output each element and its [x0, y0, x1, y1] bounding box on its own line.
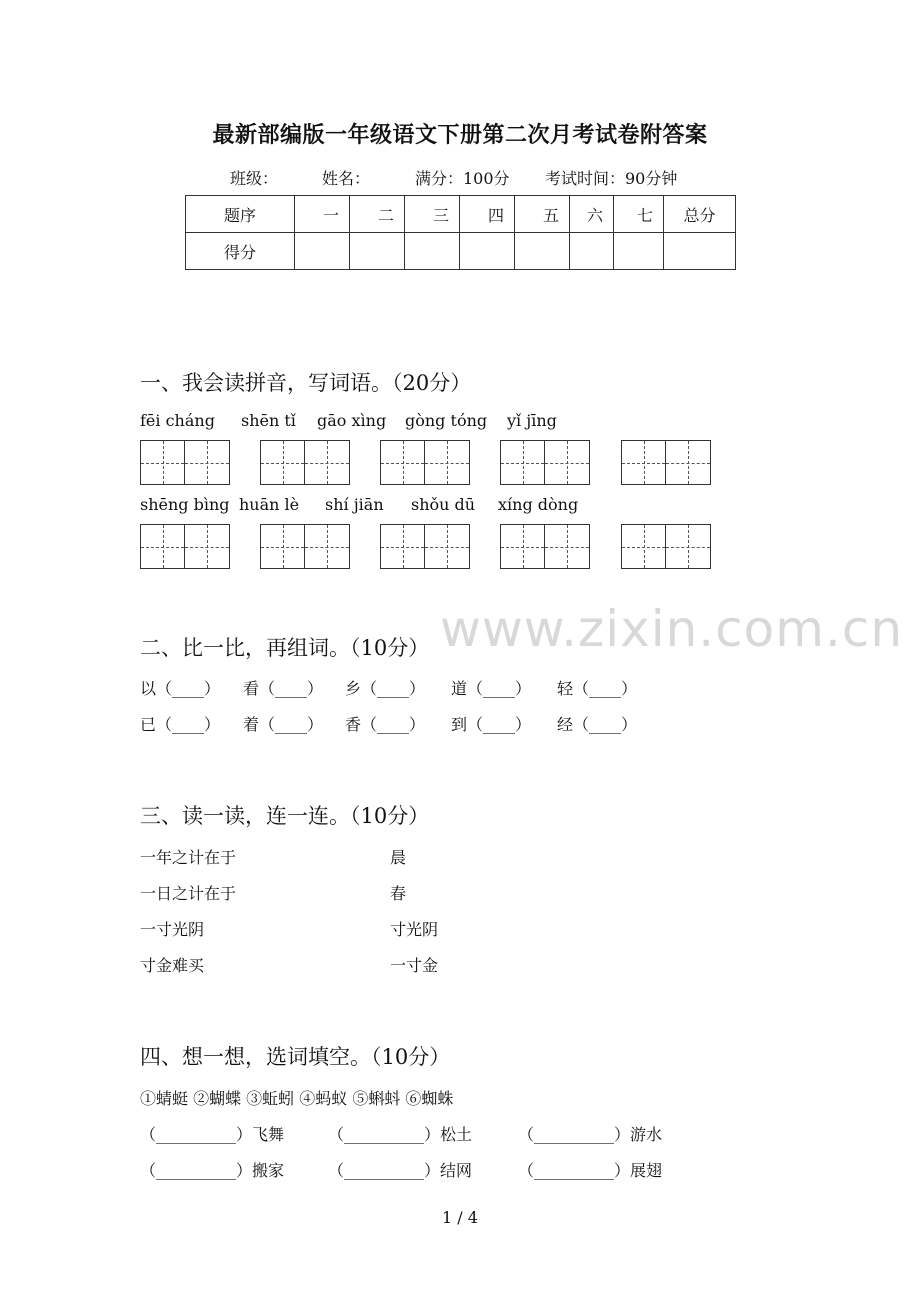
page-number: 1 / 4	[442, 1208, 478, 1227]
section1-heading: 一、我会读拼音，写词语。（20分）	[140, 371, 472, 395]
pinyin-label: gòng tóng	[405, 411, 488, 430]
section4-heading: 四、想一想，选词填空。（10分）	[140, 1045, 451, 1069]
header-cell: 六	[570, 196, 614, 233]
header-cell: 二	[350, 196, 405, 233]
pinyin-label: fēi cháng	[140, 411, 215, 430]
class-label: 班级：	[230, 169, 279, 188]
writing-grid[interactable]	[380, 440, 470, 485]
word-blank[interactable]: 看（____）	[243, 679, 324, 698]
word-blank[interactable]: 着（____）	[243, 715, 324, 734]
match-left-item[interactable]: 一寸光阴	[140, 920, 205, 939]
header-cell: 题序	[186, 196, 295, 233]
pinyin-label: gāo xìng	[317, 411, 387, 430]
match-left-item[interactable]: 一日之计在于	[140, 884, 237, 903]
fill-blank[interactable]: （__________）飞舞	[140, 1125, 285, 1144]
score-cell[interactable]	[515, 233, 570, 270]
header-cell: 一	[295, 196, 350, 233]
word-blank[interactable]: 到（____）	[451, 715, 532, 734]
header-cell: 七	[614, 196, 664, 233]
score-cell[interactable]	[295, 233, 350, 270]
word-blank[interactable]: 乡（____）	[345, 679, 426, 698]
writing-grid[interactable]	[621, 440, 711, 485]
word-blank[interactable]: 香（____）	[345, 715, 426, 734]
name-label: 姓名：	[322, 169, 371, 188]
fill-blank[interactable]: （__________）松土	[328, 1125, 473, 1144]
word-options: ①蜻蜓 ②蝴蝶 ③蚯蚓 ④蚂蚁 ⑤蝌蚪 ⑥蜘蛛	[140, 1089, 454, 1108]
section3-heading: 三、读一读，连一连。（10分）	[140, 804, 430, 828]
exam-time: 考试时间：90分钟	[545, 169, 678, 188]
writing-grid[interactable]	[260, 524, 350, 569]
pinyin-label: shǒu dū	[411, 495, 476, 514]
pinyin-label: shēn tǐ	[241, 411, 296, 430]
score-row-label: 得分	[186, 233, 295, 270]
match-right-item[interactable]: 一寸金	[390, 956, 439, 975]
score-table-header-row	[186, 196, 736, 233]
writing-grid[interactable]	[260, 440, 350, 485]
word-blank[interactable]: 以（____）	[140, 679, 221, 698]
match-right-item[interactable]: 春	[390, 884, 407, 903]
word-blank[interactable]: 经（____）	[557, 715, 638, 734]
pinyin-label: xíng dòng	[498, 495, 579, 514]
writing-grid[interactable]	[380, 524, 470, 569]
full-score: 满分：100分	[415, 169, 510, 188]
section2-heading: 二、比一比，再组词。（10分）	[140, 636, 430, 660]
match-left-item[interactable]: 寸金难买	[140, 956, 205, 975]
match-right-item[interactable]: 晨	[390, 848, 407, 867]
header-cell: 五	[515, 196, 570, 233]
word-blank[interactable]: 道（____）	[451, 679, 532, 698]
fill-blank[interactable]: （__________）展翅	[518, 1161, 663, 1180]
fill-blank[interactable]: （__________）结网	[328, 1161, 473, 1180]
page-title: 最新部编版一年级语文下册第二次月考试卷附答案	[212, 122, 708, 148]
score-cell[interactable]	[350, 233, 405, 270]
writing-grid[interactable]	[621, 524, 711, 569]
pinyin-label: huān lè	[239, 495, 300, 514]
header-cell: 总分	[664, 196, 736, 233]
watermark: www.zixin.com.cn	[440, 600, 904, 658]
word-blank[interactable]: 轻（____）	[557, 679, 638, 698]
score-cell[interactable]	[460, 233, 515, 270]
score-cell[interactable]	[570, 233, 614, 270]
fill-blank[interactable]: （__________）搬家	[140, 1161, 285, 1180]
header-cell: 四	[460, 196, 515, 233]
writing-grid[interactable]	[500, 440, 590, 485]
word-blank[interactable]: 已（____）	[140, 715, 221, 734]
pinyin-label: shēng bìng	[140, 495, 230, 514]
match-left-item[interactable]: 一年之计在于	[140, 848, 237, 867]
writing-grid[interactable]	[140, 524, 230, 569]
score-cell[interactable]	[405, 233, 460, 270]
fill-blank[interactable]: （__________）游水	[518, 1125, 663, 1144]
writing-grid[interactable]	[500, 524, 590, 569]
score-table	[185, 195, 736, 270]
header-cell: 三	[405, 196, 460, 233]
pinyin-label: yǐ jīng	[507, 411, 557, 430]
pinyin-label: shí jiān	[325, 495, 384, 514]
writing-grid[interactable]	[140, 440, 230, 485]
score-table-score-row	[186, 233, 736, 270]
score-cell[interactable]	[614, 233, 664, 270]
score-cell[interactable]	[664, 233, 736, 270]
match-right-item[interactable]: 寸光阴	[390, 920, 439, 939]
